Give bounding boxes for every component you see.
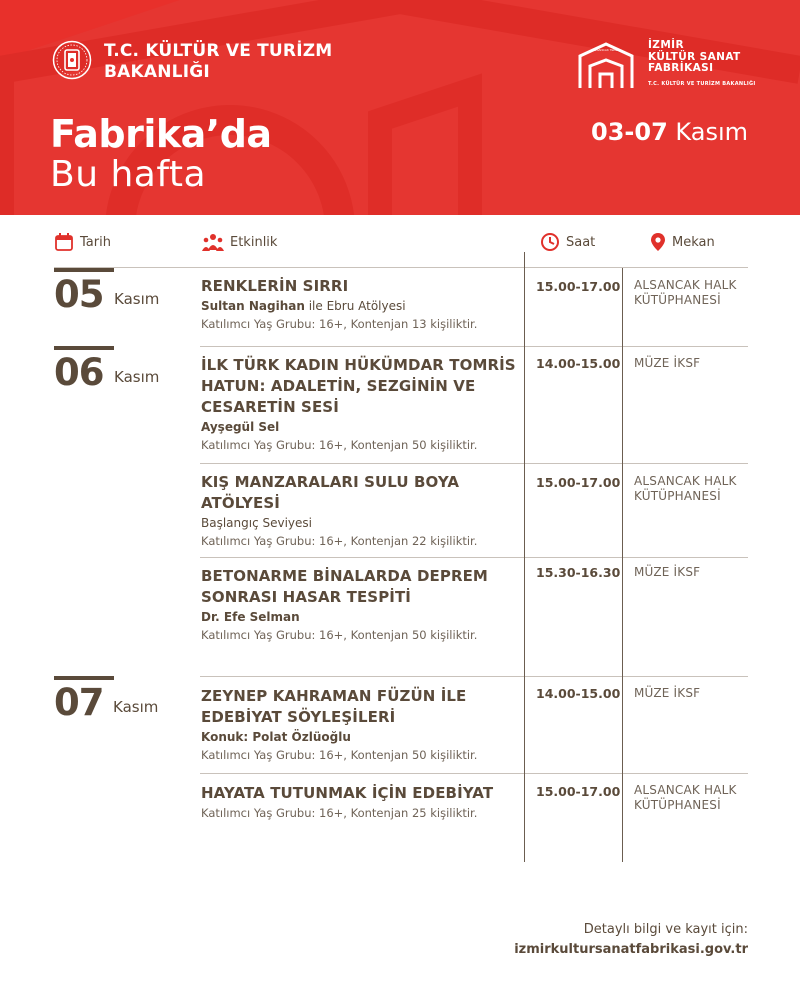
event-subtitle: Başlangıç Seviyesi <box>201 516 312 530</box>
event-title: ZEYNEP KAHRAMAN FÜZÜN İLE EDEBİYAT SÖYLEŞİLERİ <box>201 687 467 726</box>
event-time: 15.00-17.00 <box>536 279 621 294</box>
column-header-venue: Mekan <box>650 232 715 252</box>
event-venue: MÜZE İKSF <box>634 565 701 579</box>
event-item <box>201 566 519 644</box>
column-divider <box>622 268 623 862</box>
event-capacity: Katılımcı Yaş Grubu: 16+, Kontenjan 13 kişiliktir. <box>201 317 478 331</box>
event-venue: MÜZE İKSF <box>634 686 701 700</box>
ministry-emblem-icon <box>52 40 92 80</box>
column-header-event: Etkinlik <box>202 232 277 252</box>
column-header-time: Saat <box>540 232 595 252</box>
column-divider <box>524 252 525 862</box>
event-subtitle: Sultan Nagihan ile Ebru Atölyesi <box>201 299 406 313</box>
page-subtitle: Bu hafta <box>50 154 207 195</box>
date-range: 03-07 Kasım <box>591 118 748 146</box>
event-venue: MÜZE İKSF <box>634 356 701 370</box>
event-time: 14.00-15.00 <box>536 356 621 371</box>
iksf-building-logo-icon <box>576 40 636 90</box>
event-time: 15.00-17.00 <box>536 475 621 490</box>
event-capacity: Katılımcı Yaş Grubu: 16+, Kontenjan 22 kişiliktir. <box>201 534 478 548</box>
page-title: Fabrika’da <box>50 112 272 156</box>
svg-text:ALSANCAK TEKEL: ALSANCAK TEKEL <box>592 48 620 52</box>
event-title: BETONARME BİNALARDA DEPREM SONRASI HASAR TESPİTİ <box>201 567 488 606</box>
row-divider <box>200 463 748 464</box>
event-capacity: Katılımcı Yaş Grubu: 16+, Kontenjan 50 kişiliktir. <box>201 438 478 452</box>
event-time: 14.00-15.00 <box>536 686 621 701</box>
event-subtitle: Konuk: Polat Özlüoğlu <box>201 730 351 744</box>
event-item <box>201 355 519 454</box>
event-venue: ALSANCAK HALK KÜTÜPHANESİ <box>634 474 737 503</box>
footer-info: Detaylı bilgi ve kayıt için: <box>583 922 748 937</box>
event-venue: ALSANCAK HALK KÜTÜPHANESİ <box>634 783 737 812</box>
clock-icon <box>540 232 560 252</box>
event-capacity: Katılımcı Yaş Grubu: 16+, Kontenjan 25 kişiliktir. <box>201 806 478 820</box>
event-subtitle: Dr. Efe Selman <box>201 610 300 624</box>
column-header-date: Tarih <box>54 232 111 252</box>
event-title: İLK TÜRK KADIN HÜKÜMDAR TOMRİS HATUN: ADALETİN, SEZGİNİN VE CESARETİN SESİ <box>201 356 516 416</box>
event-time: 15.00-17.00 <box>536 784 621 799</box>
event-title: RENKLERİN SIRRI <box>201 277 349 295</box>
event-item <box>201 276 519 333</box>
event-capacity: Katılımcı Yaş Grubu: 16+, Kontenjan 50 kişiliktir. <box>201 748 478 762</box>
iksf-name: İZMİR KÜLTÜR SANAT FABRİKASI <box>648 39 741 74</box>
footer-url-link[interactable]: izmirkultursanatfabrikasi.gov.tr <box>514 942 748 957</box>
row-divider <box>200 676 748 677</box>
footer <box>514 920 748 960</box>
event-subtitle: Ayşegül Sel <box>201 420 280 434</box>
event-item <box>201 686 519 764</box>
event-venue: ALSANCAK HALK KÜTÜPHANESİ <box>634 278 737 307</box>
row-divider <box>200 346 748 347</box>
row-divider <box>54 267 748 268</box>
ministry-name: T.C. KÜLTÜR VE TURİZM BAKANLIĞI <box>104 41 333 82</box>
header-banner <box>0 0 800 215</box>
row-divider <box>200 773 748 774</box>
event-title: KIŞ MANZARALARI SULU BOYA ATÖLYESİ <box>201 473 460 512</box>
iksf-subtitle: T.C. KÜLTÜR VE TURİZM BAKANLIĞI <box>648 81 756 87</box>
calendar-icon <box>54 232 74 252</box>
event-item <box>201 472 519 550</box>
location-pin-icon <box>650 232 666 252</box>
event-capacity: Katılımcı Yaş Grubu: 16+, Kontenjan 50 kişiliktir. <box>201 628 478 642</box>
people-group-icon <box>202 232 224 252</box>
event-title: HAYATA TUTUNMAK İÇİN EDEBİYAT <box>201 784 494 802</box>
event-time: 15.30-16.30 <box>536 565 621 580</box>
row-divider <box>200 557 748 558</box>
event-item <box>201 783 519 822</box>
